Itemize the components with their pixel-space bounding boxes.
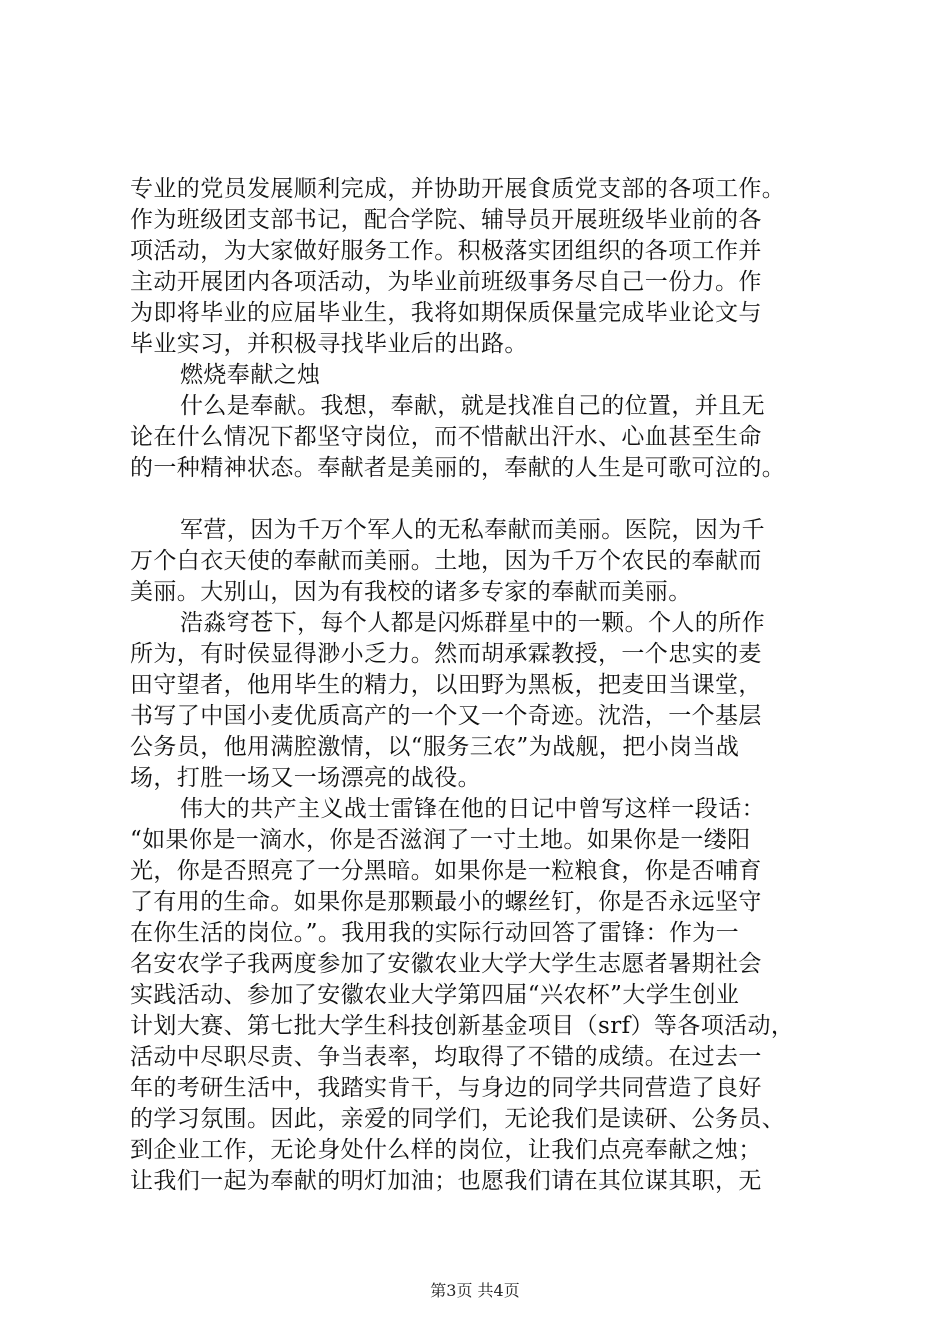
text-line: 光，你是否照亮了一分黑暗。如果你是一粒粮食，你是否哺育 bbox=[130, 858, 762, 884]
text-line: 计划大赛、第七批大学生科技创新基金项目（srf）等各项活动， bbox=[130, 1013, 795, 1039]
text-line: 场，打胜一场又一场漂亮的战役。 bbox=[130, 765, 481, 791]
text-line: 作为班级团支部书记，配合学院、辅导员开展班级毕业前的各 bbox=[130, 207, 762, 233]
text-line: 让我们一起为奉献的明灯加油；也愿我们请在其位谋其职，无 bbox=[130, 1168, 762, 1194]
document-body bbox=[130, 174, 830, 1197]
text-line: 在你生活的岗位。”。我用我的实际行动回答了雷锋：作为一 bbox=[130, 920, 740, 946]
text-line: 的学习氛围。因此，亲爱的同学们，无论我们是读研、公务员、 bbox=[130, 1106, 786, 1132]
page-number: 第3页 共4页 bbox=[430, 1281, 520, 1300]
text-line: 万个白衣天使的奉献而美丽。土地，因为千万个农民的奉献而 bbox=[130, 548, 762, 574]
text-line: 田守望者，他用毕生的精力，以田野为黑板，把麦田当课堂， bbox=[130, 672, 762, 698]
text-line: 书写了中国小麦优质高产的一个又一个奇迹。沈浩，一个基层 bbox=[130, 703, 762, 729]
text-line: 的一种精神状态。奉献者是美丽的，奉献的人生是可歌可泣的。 bbox=[130, 455, 786, 481]
text-line: 为即将毕业的应届毕业生，我将如期保质保量完成毕业论文与 bbox=[130, 300, 762, 326]
text-line: 伟大的共产主义战士雷锋在他的日记中曾写这样一段话： bbox=[180, 796, 765, 822]
text-line: “如果你是一滴水，你是否滋润了一寸土地。如果你是一缕阳 bbox=[130, 827, 751, 853]
text-line: 活动中尽职尽责、争当表率，均取得了不错的成绩。在过去一 bbox=[130, 1044, 762, 1070]
text-line: 美丽。大别山，因为有我校的诸多专家的奉献而美丽。 bbox=[130, 579, 692, 605]
text-line: 浩淼穹苍下，每个人都是闪烁群星中的一颗。个人的所作 bbox=[180, 610, 765, 636]
blank-line bbox=[130, 484, 830, 515]
text-line: 名安农学子我两度参加了安徽农业大学大学生志愿者暑期社会 bbox=[130, 951, 762, 977]
text-line: 论在什么情况下都坚守岗位，而不惜献出汗水、心血甚至生命 bbox=[130, 424, 762, 450]
text-line: 到企业工作，无论身处什么样的岗位，让我们点亮奉献之烛； bbox=[130, 1137, 762, 1163]
text-line: 专业的党员发展顺利完成，并协助开展食质党支部的各项工作。 bbox=[130, 176, 786, 202]
text-line: 所为，有时侯显得渺小乏力。然而胡承霖教授，一个忠实的麦 bbox=[130, 641, 762, 667]
text-line: 军营，因为千万个军人的无私奉献而美丽。医院，因为千 bbox=[180, 517, 765, 543]
text-line: 主动开展团内各项活动，为毕业前班级事务尽自己一份力。作 bbox=[130, 269, 762, 295]
text-line: 实践活动、参加了安徽农业大学第四届“兴农杯”大学生创业 bbox=[130, 982, 740, 1008]
text-line: 项活动，为大家做好服务工作。积极落实团组织的各项工作并 bbox=[130, 238, 762, 264]
text-line: 了有用的生命。如果你是那颗最小的螺丝钉，你是否永远坚守 bbox=[130, 889, 762, 915]
text-line: 年的考研生活中，我踏实肯干，与身边的同学共同营造了良好 bbox=[130, 1075, 762, 1101]
text-line: 毕业实习，并积极寻找毕业后的出路。 bbox=[130, 331, 528, 357]
text-line: 公务员，他用满腔激情，以“服务三农”为战舰，把小岗当战 bbox=[130, 734, 740, 760]
section-heading: 燃烧奉献之烛 bbox=[180, 362, 321, 388]
text-line: 什么是奉献。我想，奉献，就是找准自己的位置，并且无 bbox=[180, 393, 765, 419]
